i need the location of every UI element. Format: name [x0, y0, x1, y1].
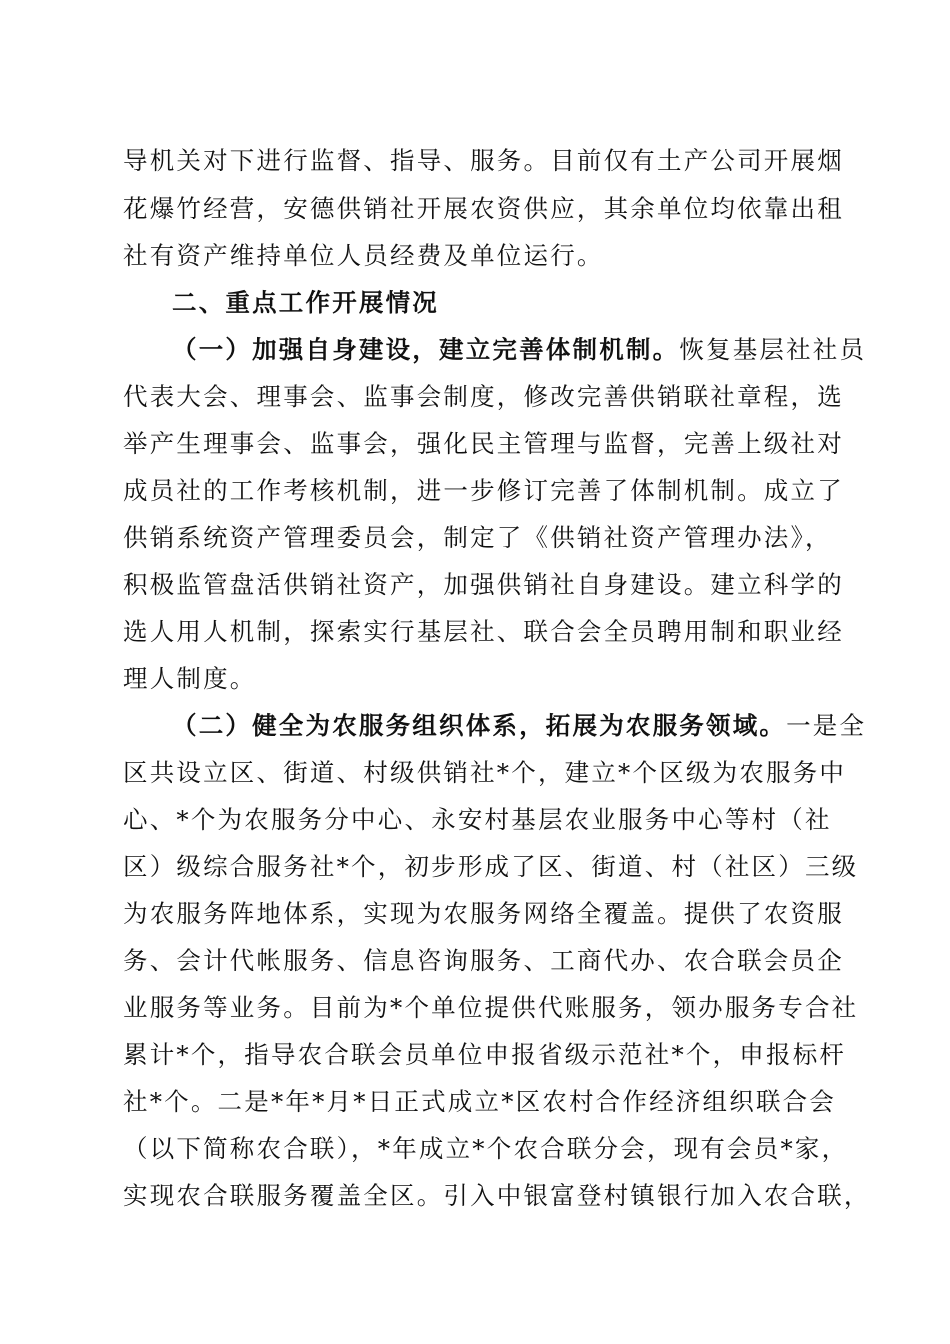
paragraph-line: 业服务等业务。目前为*个单位提供代账服务，领办服务专合社: [123, 993, 859, 1022]
paragraph-line: 积极监管盘活供销社资产，加强供销社自身建设。建立科学的: [123, 570, 844, 599]
paragraph-line: 社*个。二是*年*月*日正式成立*区农村合作经济组织联合会: [123, 1087, 837, 1116]
paragraph-line: 为农服务阵地体系，实现为农服务网络全覆盖。提供了农资服: [123, 899, 844, 928]
paragraph-line: 花爆竹经营，安德供销社开展农资供应，其余单位均依靠出租: [123, 194, 844, 223]
paragraph-line: [172, 709, 867, 743]
paragraph-line: 实现农合联服务覆盖全区。引入中银富登村镇银行加入农合联，: [123, 1181, 871, 1210]
paragraph-line: 社有资产维持单位人员经费及单位运行。: [123, 241, 604, 270]
paragraph-line: [172, 333, 867, 367]
paragraph-line: 务、会计代帐服务、信息咨询服务、工商代办、农合联会员企: [123, 946, 844, 975]
paragraph-line: 心、*个为农服务分中心、永安村基层农业服务中心等村（社: [123, 805, 832, 834]
subsection-heading: （一）加强自身建设，建立完善体制机制。: [172, 335, 680, 364]
paragraph-line: 选人用人机制，探索实行基层社、联合会全员聘用制和职业经: [123, 617, 844, 646]
paragraph-line: 区共设立区、街道、村级供销社*个，建立*个区级为农服务中: [123, 758, 847, 787]
paragraph-line: 区）级综合服务社*个，初步形成了区、街道、村（社区）三级: [123, 852, 859, 881]
subsection-heading: （二）健全为农服务组织体系，拓展为农服务领域。: [172, 711, 787, 740]
paragraph-line: （以下简称农合联），*年成立*个农合联分会，现有会员*家，: [123, 1134, 849, 1163]
paragraph-line: 供销系统资产管理委员会，制定了《供销社资产管理办法》，: [123, 523, 832, 552]
paragraph-line: 成员社的工作考核机制，进一步修订完善了体制机制。成立了: [123, 476, 844, 505]
paragraph-line: 累计*个，指导农合联会员单位申报省级示范社*个，申报标杆: [123, 1040, 847, 1069]
section-heading: 二、重点工作开展情况: [172, 288, 439, 317]
paragraph-text: 一是全: [786, 711, 867, 740]
paragraph-text: 恢复基层社社员: [679, 335, 867, 364]
paragraph-line: 代表大会、理事会、监事会制度，修改完善供销联社章程，选: [123, 382, 844, 411]
paragraph-line: 理人制度。: [123, 664, 257, 693]
paragraph-line: 导机关对下进行监督、指导、服务。目前仅有土产公司开展烟: [123, 146, 844, 175]
paragraph-line: 举产生理事会、监事会，强化民主管理与监督，完善上级社对: [123, 429, 844, 458]
